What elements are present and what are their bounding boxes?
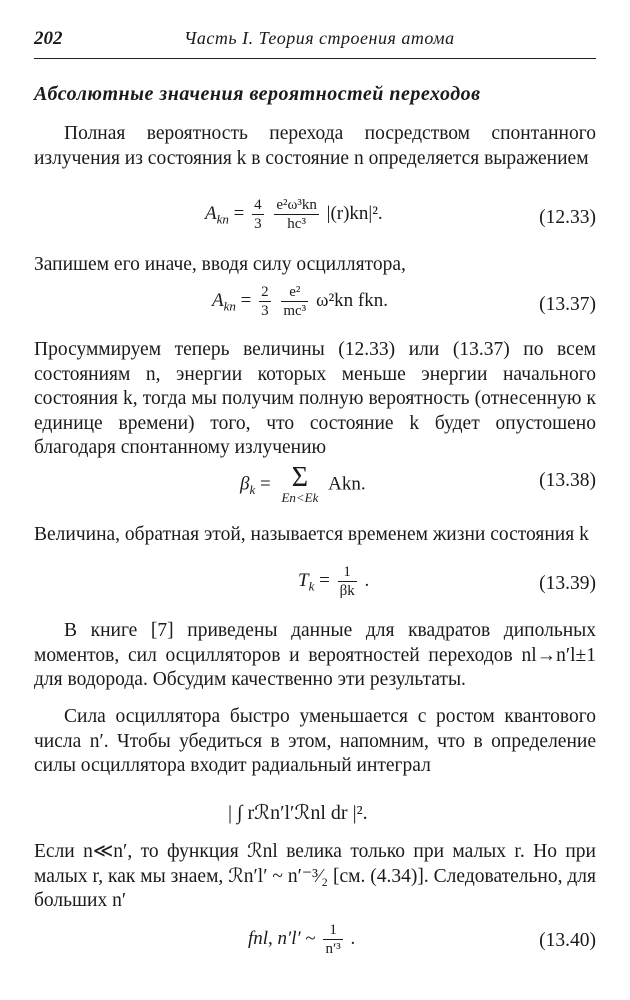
paragraph-2: Запишем его иначе, вводя силу осциллятора, — [34, 254, 406, 275]
equation-13-39: $T_k$ = $\frac{1}{\beta k}$ . — [298, 564, 370, 599]
equation-number: (12.33) — [539, 207, 596, 228]
paragraph-6: Сила осциллятора быстро уменьшается с ростом квантового числа n′. Чтобы убедиться в этом, напомним, что в определение силы осциллятора входит радиальный интеграл — [34, 706, 596, 776]
equation-12-33: $A_{kn}$ = $\frac{4}{3}$ $\frac{\text{e²ω³kn}}{\text{hc³}}$ |(r)kn|². — [205, 197, 383, 232]
equation-number: (13.38) — [539, 470, 596, 491]
section-title: Абсолютные значения вероятностей переходов — [34, 83, 481, 105]
paragraph-1: Полная вероятность перехода посредством спонтанного излучения из состояния k в состояние n определяется выражением — [34, 123, 596, 169]
equation-number: (13.37) — [539, 294, 596, 315]
paragraph-5: В книге [7] приведены данные для квадратов дипольных моментов, сил осцилляторов и вероятностей переходов nl→n′l±1 для водорода. Обсудим качественно эти результаты. — [34, 620, 596, 690]
running-title: Часть I. Теория строения атома — [184, 28, 455, 48]
equation-13-38: $\beta_k$ = Σ En<Ek Akn. — [240, 462, 366, 505]
equation-number: (13.40) — [539, 930, 596, 951]
page-number: 202 — [34, 28, 63, 49]
paragraph-3: Просуммируем теперь величины (12.33) или (13.37) по всем состояниям n, энергии которых меньше энергии начального состояния k, тогда мы получим полную вероятность (отнесенную к единице времени) того, что состояние k будет опустошено благодаря спонтанному излучению — [34, 339, 596, 458]
equation-13-40: fnl, n′l′ ~ $\frac{1}{\text{n′³}}$ . — [248, 922, 356, 957]
paragraph-4: Величина, обратная этой, называется временем жизни состояния k — [34, 524, 589, 545]
radial-integral: | ∫ rℛn′l′ℛnl dr |². — [228, 802, 368, 824]
paragraph-7: Если n≪n′, то функция ℛnl велика только при малых r. Но при малых r, как мы знаем, ℛn′l′ ~ n′⁻³⁄₂ [см. (4.34)]. Следовательно, для больших n′ — [34, 841, 596, 911]
equation-number: (13.39) — [539, 573, 596, 594]
page-header — [34, 22, 596, 59]
equation-13-37: $A_{kn}$ = $\frac{2}{3}$ $\frac{\text{e²}}{\text{mc³}}$ ω²kn fkn. — [212, 284, 388, 319]
